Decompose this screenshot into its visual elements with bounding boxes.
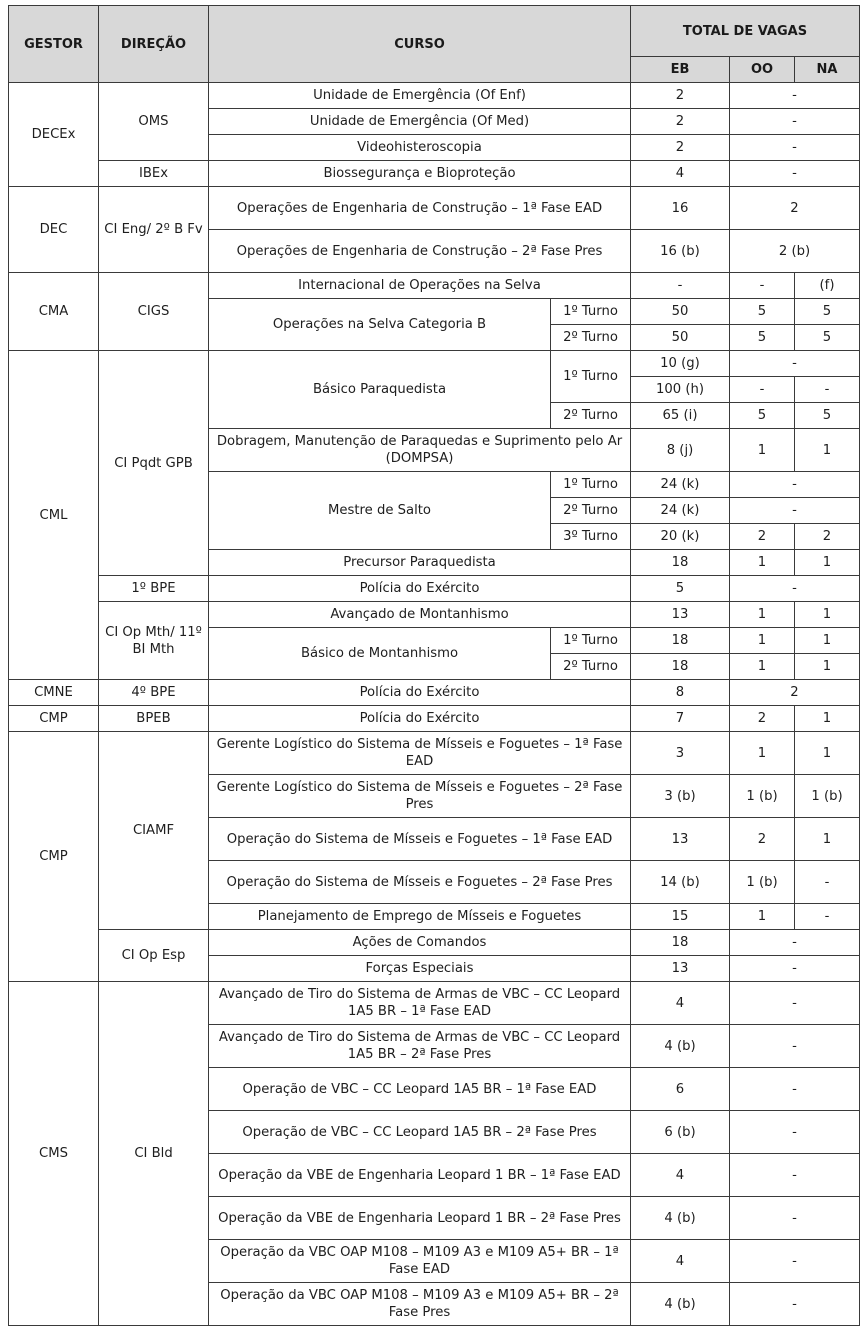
- oo-value: 1: [730, 654, 795, 680]
- eb-value: 4: [631, 982, 730, 1025]
- curso-cell: Videohisteroscopia: [209, 135, 631, 161]
- eb-value: 8 (j): [631, 429, 730, 472]
- eb-value: 5: [631, 576, 730, 602]
- oo-value: 1: [730, 904, 795, 930]
- direcao-cell: CI Eng/ 2º B Fv: [99, 187, 209, 273]
- curso-cell: Operação da VBC OAP M108 – M109 A3 e M109 A5+ BR – 2ª Fase Pres: [209, 1283, 631, 1326]
- table-header: [9, 6, 860, 83]
- table-row: [9, 602, 860, 628]
- eb-value: 50: [631, 325, 730, 351]
- table-row: [9, 83, 860, 109]
- gestor-cell: CMA: [9, 273, 99, 351]
- eb-value: 18: [631, 550, 730, 576]
- oo-na-value: -: [730, 576, 860, 602]
- eb-value: 2: [631, 83, 730, 109]
- eb-value: 4 (b): [631, 1283, 730, 1326]
- direcao-cell: OMS: [99, 83, 209, 161]
- table-row: [9, 273, 860, 299]
- direcao-cell: CIAMF: [99, 732, 209, 930]
- oo-value: 1: [730, 550, 795, 576]
- oo-value: 1 (b): [730, 775, 795, 818]
- na-value: 1: [795, 429, 860, 472]
- direcao-cell: CI Bld: [99, 982, 209, 1326]
- vagas-table: [8, 5, 860, 1326]
- curso-cell: Operação de VBC – CC Leopard 1A5 BR – 1ª Fase EAD: [209, 1068, 631, 1111]
- curso-cell: Operação da VBE de Engenharia Leopard 1 BR – 1ª Fase EAD: [209, 1154, 631, 1197]
- eb-value: 24 (k): [631, 498, 730, 524]
- oo-na-value: -: [730, 83, 860, 109]
- eb-value: 3: [631, 732, 730, 775]
- direcao-cell: CI Op Mth/ 11º BI Mth: [99, 602, 209, 680]
- oo-na-value: -: [730, 1197, 860, 1240]
- eb-value: 2: [631, 109, 730, 135]
- table-row: [9, 982, 860, 1025]
- na-value: 5: [795, 403, 860, 429]
- eb-value: 7: [631, 706, 730, 732]
- eb-value: 16: [631, 187, 730, 230]
- gestor-cell: CMS: [9, 982, 99, 1326]
- eb-value: 24 (k): [631, 472, 730, 498]
- oo-na-value: -: [730, 472, 860, 498]
- oo-na-value: -: [730, 930, 860, 956]
- curso-cell: Operações de Engenharia de Construção – 1ª Fase EAD: [209, 187, 631, 230]
- oo-na-value: -: [730, 498, 860, 524]
- curso-cell: Avançado de Tiro do Sistema de Armas de VBC – CC Leopard 1A5 BR – 2ª Fase Pres: [209, 1025, 631, 1068]
- na-value: 1: [795, 818, 860, 861]
- curso-cell: Internacional de Operações na Selva: [209, 273, 631, 299]
- eb-value: 16 (b): [631, 230, 730, 273]
- oo-value: 5: [730, 325, 795, 351]
- curso-cell: Unidade de Emergência (Of Enf): [209, 83, 631, 109]
- na-value: -: [795, 904, 860, 930]
- oo-value: -: [730, 377, 795, 403]
- oo-value: 1: [730, 429, 795, 472]
- oo-na-value: -: [730, 1025, 860, 1068]
- gestor-cell: CMP: [9, 706, 99, 732]
- eb-value: 4: [631, 1240, 730, 1283]
- turno-cell: 2º Turno: [551, 403, 631, 429]
- table-row: [9, 680, 860, 706]
- eb-value: 3 (b): [631, 775, 730, 818]
- turno-cell: 1º Turno: [551, 299, 631, 325]
- oo-value: 2: [730, 818, 795, 861]
- document-page: [8, 5, 860, 1326]
- curso-cell: Forças Especiais: [209, 956, 631, 982]
- header-gestor: GESTOR: [9, 6, 99, 83]
- eb-value: 10 (g): [631, 351, 730, 377]
- oo-value: 2: [730, 706, 795, 732]
- eb-value: 13: [631, 818, 730, 861]
- curso-cell: Avançado de Tiro do Sistema de Armas de VBC – CC Leopard 1A5 BR – 1ª Fase EAD: [209, 982, 631, 1025]
- oo-value: 1: [730, 602, 795, 628]
- eb-value: 65 (i): [631, 403, 730, 429]
- eb-value: 14 (b): [631, 861, 730, 904]
- direcao-cell: IBEx: [99, 161, 209, 187]
- table-row: [9, 930, 860, 956]
- na-value: -: [795, 861, 860, 904]
- direcao-cell: CIGS: [99, 273, 209, 351]
- na-value: 5: [795, 299, 860, 325]
- turno-cell: 3º Turno: [551, 524, 631, 550]
- gestor-cell: CML: [9, 351, 99, 680]
- direcao-cell: 1º BPE: [99, 576, 209, 602]
- oo-na-value: -: [730, 956, 860, 982]
- oo-value: 1 (b): [730, 861, 795, 904]
- table-row: [9, 732, 860, 775]
- curso-cell: Básico de Montanhismo: [209, 628, 551, 680]
- na-value: 1: [795, 602, 860, 628]
- curso-cell: Gerente Logístico do Sistema de Mísseis e Foguetes – 1ª Fase EAD: [209, 732, 631, 775]
- eb-value: 20 (k): [631, 524, 730, 550]
- direcao-cell: BPEB: [99, 706, 209, 732]
- header-na: NA: [795, 57, 860, 83]
- direcao-cell: CI Op Esp: [99, 930, 209, 982]
- table-body: [9, 83, 860, 1326]
- header-direcao: DIREÇÃO: [99, 6, 209, 83]
- eb-value: 2: [631, 135, 730, 161]
- na-value: 1: [795, 732, 860, 775]
- curso-cell: Operação do Sistema de Mísseis e Foguetes – 2ª Fase Pres: [209, 861, 631, 904]
- curso-cell: Polícia do Exército: [209, 680, 631, 706]
- turno-cell: 1º Turno: [551, 472, 631, 498]
- oo-na-value: -: [730, 351, 860, 377]
- oo-na-value: -: [730, 1240, 860, 1283]
- header-total-vagas: TOTAL DE VAGAS: [631, 6, 860, 57]
- eb-value: 13: [631, 956, 730, 982]
- curso-cell: Operações na Selva Categoria B: [209, 299, 551, 351]
- eb-value: 18: [631, 654, 730, 680]
- table-row: [9, 187, 860, 230]
- table-row: [9, 576, 860, 602]
- oo-na-value: -: [730, 135, 860, 161]
- gestor-cell: DECEx: [9, 83, 99, 187]
- gestor-cell: CMP: [9, 732, 99, 982]
- na-value: 1: [795, 628, 860, 654]
- curso-cell: Básico Paraquedista: [209, 351, 551, 429]
- gestor-cell: CMNE: [9, 680, 99, 706]
- curso-cell: Operação da VBC OAP M108 – M109 A3 e M109 A5+ BR – 1ª Fase EAD: [209, 1240, 631, 1283]
- curso-cell: Mestre de Salto: [209, 472, 551, 550]
- curso-cell: Unidade de Emergência (Of Med): [209, 109, 631, 135]
- na-value: 1: [795, 654, 860, 680]
- eb-value: 50: [631, 299, 730, 325]
- gestor-cell: DEC: [9, 187, 99, 273]
- direcao-cell: 4º BPE: [99, 680, 209, 706]
- turno-cell: 2º Turno: [551, 654, 631, 680]
- curso-cell: Polícia do Exército: [209, 706, 631, 732]
- direcao-cell: CI Pqdt GPB: [99, 351, 209, 576]
- curso-cell: Gerente Logístico do Sistema de Mísseis e Foguetes – 2ª Fase Pres: [209, 775, 631, 818]
- oo-value: 1: [730, 732, 795, 775]
- curso-cell: Biossegurança e Bioproteção: [209, 161, 631, 187]
- na-value: 5: [795, 325, 860, 351]
- oo-na-value: -: [730, 1068, 860, 1111]
- curso-cell: Polícia do Exército: [209, 576, 631, 602]
- oo-na-value: 2 (b): [730, 230, 860, 273]
- eb-value: 4: [631, 161, 730, 187]
- turno-cell: 2º Turno: [551, 325, 631, 351]
- na-value: 1: [795, 550, 860, 576]
- curso-cell: Operação de VBC – CC Leopard 1A5 BR – 2ª Fase Pres: [209, 1111, 631, 1154]
- table-row: [9, 351, 860, 377]
- table-row: [9, 161, 860, 187]
- oo-na-value: -: [730, 109, 860, 135]
- curso-cell: Dobragem, Manutenção de Paraquedas e Suprimento pelo Ar (DOMPSA): [209, 429, 631, 472]
- na-value: (f): [795, 273, 860, 299]
- header-oo: OO: [730, 57, 795, 83]
- turno-cell: 1º Turno: [551, 351, 631, 403]
- eb-value: 4 (b): [631, 1025, 730, 1068]
- curso-cell: Operação do Sistema de Mísseis e Foguetes – 1ª Fase EAD: [209, 818, 631, 861]
- turno-cell: 1º Turno: [551, 628, 631, 654]
- eb-value: 15: [631, 904, 730, 930]
- curso-cell: Operações de Engenharia de Construção – 2ª Fase Pres: [209, 230, 631, 273]
- eb-value: 4 (b): [631, 1197, 730, 1240]
- eb-value: 6 (b): [631, 1111, 730, 1154]
- na-value: 1: [795, 706, 860, 732]
- eb-value: 6: [631, 1068, 730, 1111]
- na-value: 1 (b): [795, 775, 860, 818]
- eb-value: 13: [631, 602, 730, 628]
- oo-value: 1: [730, 628, 795, 654]
- oo-na-value: -: [730, 982, 860, 1025]
- oo-value: -: [730, 273, 795, 299]
- curso-cell: Planejamento de Emprego de Mísseis e Foguetes: [209, 904, 631, 930]
- header-curso: CURSO: [209, 6, 631, 83]
- curso-cell: Avançado de Montanhismo: [209, 602, 631, 628]
- turno-cell: 2º Turno: [551, 498, 631, 524]
- na-value: -: [795, 377, 860, 403]
- eb-value: 100 (h): [631, 377, 730, 403]
- table-row: [9, 706, 860, 732]
- oo-na-value: -: [730, 161, 860, 187]
- eb-value: 4: [631, 1154, 730, 1197]
- oo-value: 5: [730, 403, 795, 429]
- oo-na-value: 2: [730, 187, 860, 230]
- curso-cell: Ações de Comandos: [209, 930, 631, 956]
- eb-value: 18: [631, 628, 730, 654]
- oo-na-value: -: [730, 1111, 860, 1154]
- eb-value: 18: [631, 930, 730, 956]
- na-value: 2: [795, 524, 860, 550]
- oo-value: 5: [730, 299, 795, 325]
- curso-cell: Operação da VBE de Engenharia Leopard 1 BR – 2ª Fase Pres: [209, 1197, 631, 1240]
- oo-na-value: -: [730, 1154, 860, 1197]
- eb-value: 8: [631, 680, 730, 706]
- eb-value: -: [631, 273, 730, 299]
- oo-na-value: -: [730, 1283, 860, 1326]
- header-eb: EB: [631, 57, 730, 83]
- curso-cell: Precursor Paraquedista: [209, 550, 631, 576]
- oo-value: 2: [730, 524, 795, 550]
- oo-na-value: 2: [730, 680, 860, 706]
